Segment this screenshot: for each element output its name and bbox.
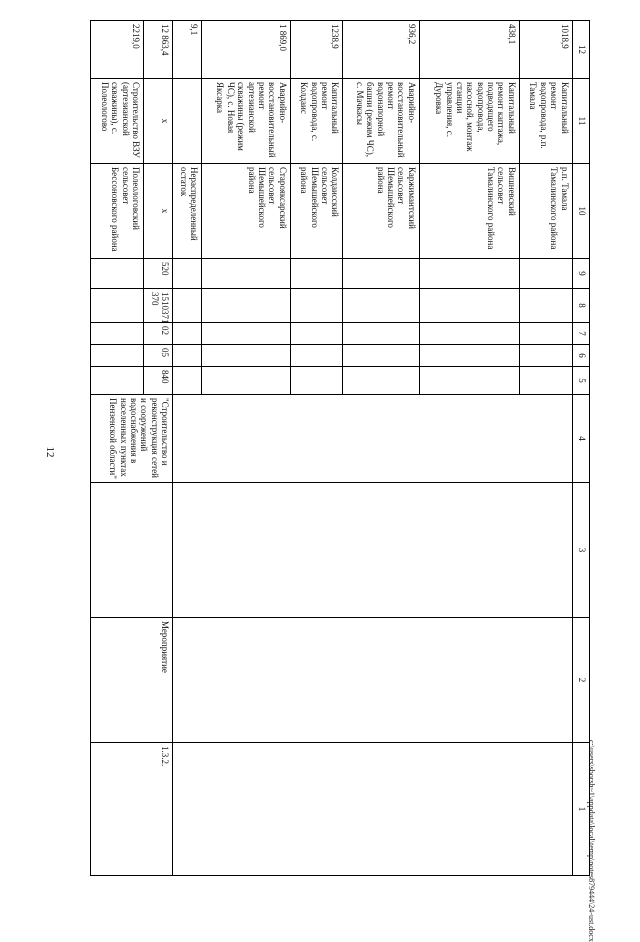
col-header-1: 1 [572,743,589,876]
total-row [143,21,172,876]
kvr-cell: 520 [143,259,172,289]
col-header-12: 12 [572,21,589,79]
amount-cell: 9,1 [173,21,202,79]
object-cell [173,79,202,164]
measure-number: 1.3.2. [91,743,173,876]
amount-cell: 1018,9 [519,21,572,79]
object-cell: Капитальный ремонт каптажа, подводящего водопровода, насосной, монтаж станции управления, с. Дуровка [419,79,519,164]
object-cell: Аварийно-восстановительный ремонт артезианской скважины (режим ЧС), с. Новая Яксарка [202,79,290,164]
amount-cell: 936,2 [343,21,419,79]
object-cell: Капитальный ремонт водопровода, р.п. Тамала [519,79,572,164]
measure-name: "Строительство и реконструкция сетей и сооружений водоснабжения в населенных пунктах Пензенской области" [91,395,173,483]
amount-cell: 1238,9 [290,21,343,79]
data-table [90,20,590,876]
col-header-10: 10 [572,164,589,259]
municipality-cell: Вишневский сельсовет Тамалинского района [419,164,519,259]
col-header-5: 5 [572,367,589,395]
total-amount: 12 863,4 [143,21,172,79]
amount-cell: 438,1 [419,21,519,79]
col-header-7: 7 [572,323,589,345]
kgrbs-cell: 840 [143,367,172,395]
col-header-6: 6 [572,345,589,367]
header-row [572,21,589,876]
col-header-4: 4 [572,395,589,483]
municipality-cell: Полеологовский сельсовет Бессоновского района [91,164,144,259]
page-number: 12 [44,446,56,458]
municipality-cell: Каржимантский сельсовет Шемышейского района [343,164,419,259]
col-header-2: 2 [572,618,589,743]
object-cell: Капитальный ремонт водопровода, с. Колдаис [290,79,343,164]
kcsr-cell: 1510371 370 [143,289,172,323]
municipality-cell: Нераспределенный остаток [173,164,202,259]
municipality-cell: Колдаисский сельсовет Шемышейского района [290,164,343,259]
municipality-cell: р.п. Тамала Тамалинского района [519,164,572,259]
table-row [519,21,572,876]
municipality-cell: Старояксарский сельсовет Шемышейского района [202,164,290,259]
col-header-3: 3 [572,483,589,618]
kpr-cell: 02 [143,323,172,345]
total-municipality: х [143,164,172,259]
amount-cell: 2219,0 [91,21,144,79]
col-header-8: 8 [572,289,589,323]
object-cell: Строительство ВЗУ (артезианской скважины), с. Полеологово [91,79,144,164]
total-object: х [143,79,172,164]
file-path: c:\users\sborsh~1\appdata\local\temp\notes879444\24-ust.docx [587,740,596,942]
object-cell: Аварийно-восстановительный ремонт водонапорной башни (режим ЧС), с. Мачкасы [343,79,419,164]
col-header-11: 11 [572,79,589,164]
krz-cell: 05 [143,345,172,367]
empty-col-3 [91,483,173,618]
col-header-9: 9 [572,259,589,289]
amount-cell: 1 869,0 [202,21,290,79]
measure-type: Мероприятие [91,618,173,743]
rotated-page [90,20,590,875]
table-container [90,20,590,875]
